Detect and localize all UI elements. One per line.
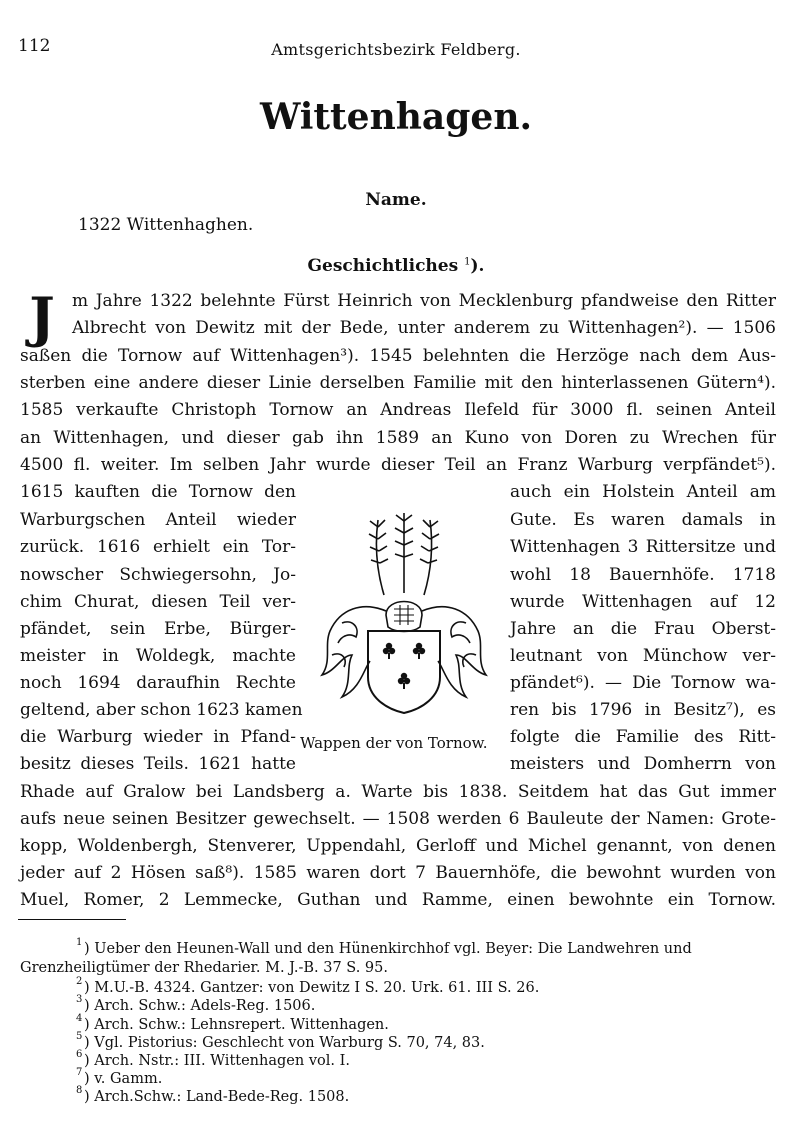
history-heading-tail: ). xyxy=(470,256,485,276)
left-column-line: noch 1694 daraufhin Rechte xyxy=(20,673,296,693)
right-column-line: pfändet⁶). — Die Tornow wa- xyxy=(510,673,776,693)
history-line: saßen die Tornow auf Wittenhagen³). 1545 belehnten die Herzöge nach dem Aus- xyxy=(20,346,776,366)
footnote-text-continued: Grenzheiligtümer der Rhedarier. M. J.-B. 37 S. 95. xyxy=(20,960,388,976)
right-column-line: leutnant von Münchow ver- xyxy=(510,646,776,666)
footnote-number: 3 xyxy=(76,994,83,1005)
history-closing-line: kopp, Woldenbergh, Stenverer, Uppendahl, Gerloff und Michel genannt, von denen xyxy=(20,836,776,856)
left-column-line: geltend, aber schon 1623 kamen xyxy=(20,700,303,720)
history-line: 4500 fl. weiter. Im selben Jahr wurde dieser Teil an Franz Warburg verpfändet⁵). xyxy=(20,455,776,475)
footnote-rule xyxy=(18,919,126,920)
history-heading-note: 1 xyxy=(464,256,471,268)
running-head: Amtsgerichtsbezirk Feldberg. xyxy=(271,40,521,59)
left-column-line: 1615 kauften die Tornow den xyxy=(20,482,296,502)
left-column-line: Warburgschen Anteil wieder xyxy=(20,510,296,530)
right-column-line: wurde Wittenhagen auf 12 xyxy=(510,592,776,612)
footnote-text: ) Arch. Schw.: Lehnsrepert. Wittenhagen. xyxy=(84,1017,389,1033)
footnote-text: ) M.U.-B. 4324. Gantzer: von Dewitz I S. 20. Urk. 61. III S. 26. xyxy=(84,980,540,996)
left-column-line: meister in Woldegk, machte xyxy=(20,646,296,666)
section-heading-history xyxy=(0,256,792,276)
history-closing-line: jeder auf 2 Hösen saß⁸). 1585 waren dort 7 Bauernhöfe, die bewohnt wurden von xyxy=(20,863,776,883)
footnote-text: ) Arch.Schw.: Land-Bede-Reg. 1508. xyxy=(84,1089,350,1105)
history-closing-line: aufs neue seinen Besitzer gewechselt. — 1508 werden 6 Bauleute der Namen: Grote- xyxy=(20,809,776,829)
right-column-line: meisters und Domherrn von xyxy=(510,754,776,774)
history-heading-text: Geschichtliches xyxy=(307,256,459,276)
history-line: 1585 verkaufte Christoph Tornow an Andreas Ilefeld für 3000 fl. seinen Anteil xyxy=(20,400,776,420)
right-column-line: folgte die Familie des Ritt- xyxy=(510,727,776,747)
left-column-line: nowscher Schwiegersohn, Jo- xyxy=(20,565,296,585)
right-column-line: Jahre an die Frau Oberst- xyxy=(510,619,776,639)
history-line: an Wittenhagen, und dieser gab ihn 1589 an Kuno von Doren zu Wrechen für xyxy=(20,428,776,448)
footnote-text: ) Arch. Schw.: Adels-Reg. 1506. xyxy=(84,998,316,1014)
left-column-line: zurück. 1616 erhielt ein Tor- xyxy=(20,537,296,557)
right-column-line: auch ein Holstein Anteil am xyxy=(510,482,776,502)
history-closing-line: Rhade auf Gralow bei Landsberg a. Warte bis 1838. Seitdem hat das Gut immer xyxy=(20,782,776,802)
left-column-line: die Warburg wieder in Pfand- xyxy=(20,727,296,747)
left-column-line: pfändet, sein Erbe, Bürger- xyxy=(20,619,296,639)
coat-of-arms-illustration xyxy=(312,505,494,715)
footnote-number: 6 xyxy=(76,1049,83,1060)
footnote-number: 4 xyxy=(76,1013,83,1024)
footnote-number: 2 xyxy=(76,976,83,987)
footnote-text: ) Ueber den Heunen-Wall und den Hünenkirchhof vgl. Beyer: Die Landwehren und xyxy=(84,941,692,957)
section-heading-name: Name. xyxy=(365,190,427,210)
right-column-line: wohl 18 Bauernhöfe. 1718 xyxy=(510,565,776,585)
right-column-line: ren bis 1796 in Besitz⁷), es xyxy=(510,700,776,720)
footnote-number: 1 xyxy=(76,937,83,948)
right-column-line: Gute. Es waren damals in xyxy=(510,510,776,530)
history-line: Albrecht von Dewitz mit der Bede, unter anderem zu Wittenhagen²). — 1506 xyxy=(72,318,776,338)
left-column-line: besitz dieses Teils. 1621 hatte xyxy=(20,754,296,774)
left-column-line: chim Churat, diesen Teil ver- xyxy=(20,592,296,612)
coat-of-arms-caption: Wappen der von Tornow. xyxy=(300,734,488,752)
history-line: sterben eine andere dieser Linie derselben Familie mit den hinterlassenen Gütern⁴). xyxy=(20,373,776,393)
footnote-text: ) v. Gamm. xyxy=(84,1071,163,1087)
footnote-text: ) Arch. Nstr.: III. Wittenhagen vol. I. xyxy=(84,1053,350,1069)
drop-cap-initial: J xyxy=(29,285,55,349)
name-entry: 1322 Wittenhaghen. xyxy=(78,215,254,235)
history-closing-line: Muel, Romer, 2 Lemmecke, Guthan und Ramme, einen bewohnte ein Tornow. xyxy=(20,890,776,910)
footnote-number: 5 xyxy=(76,1031,83,1042)
history-line: m Jahre 1322 belehnte Fürst Heinrich von Mecklenburg pfandweise den Ritter xyxy=(72,291,776,311)
page-number: 112 xyxy=(18,36,51,56)
footnote-number: 8 xyxy=(76,1085,83,1096)
footnote-text: ) Vgl. Pistorius: Geschlecht von Warburg S. 70, 74, 83. xyxy=(84,1035,485,1051)
page-title: Wittenhagen. xyxy=(259,96,533,138)
right-column-line: Wittenhagen 3 Rittersitze und xyxy=(510,537,776,557)
footnote-number: 7 xyxy=(76,1067,83,1078)
